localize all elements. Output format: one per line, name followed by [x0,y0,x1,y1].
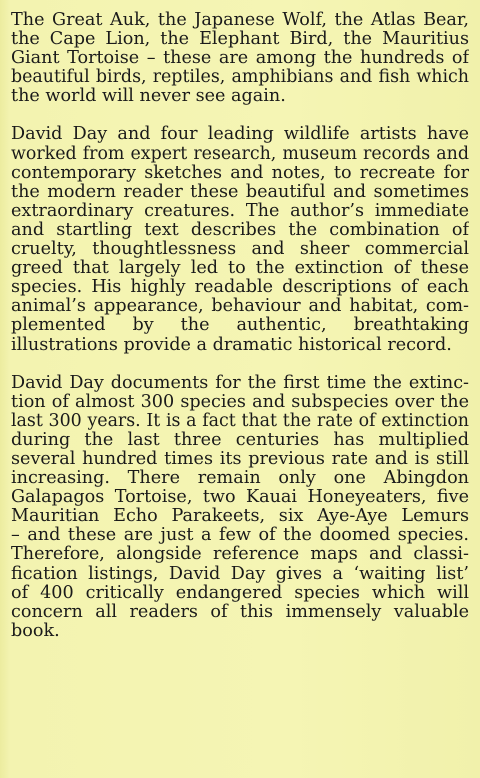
text-line: plemented by the authentic, breathtaking [11,316,469,336]
text-line: fication listings, David Day gives a ‘waiting list’ [11,564,469,584]
text-line: species. His highly readable descriptions of each [11,278,469,298]
text-line: extraordinary creatures. The author’s immediate [11,201,469,221]
text-line: Giant Tortoise – these are among the hundreds of [11,49,469,69]
text-line: illustrations provide a dramatic historical record. [11,335,452,355]
text-line: beautiful birds, reptiles, amphibians and fish which [11,68,469,88]
text-line: increasing. There remain only one Abingdon [11,469,469,489]
text-line: concern all readers of this immensely valuable [11,602,469,622]
text-line: the world will never see again. [11,87,286,107]
text-line: of 400 critically endangered species which will [11,583,469,603]
text-line: the modern reader these beautiful and sometimes [11,182,469,202]
text-line: last 300 years. It is a fact that the rate of extinction [11,411,469,431]
text-line: and startling text describes the combination of [11,220,469,240]
text-line: Mauritian Echo Parakeets, six Aye-Aye Lemurs [11,507,469,527]
text-line: contemporary sketches and notes, to recreate for [11,163,469,183]
text-line: David Day and four leading wildlife artists have [11,125,469,145]
text-line: David Day documents for the first time the extinc- [11,373,469,393]
paragraph-artists [11,125,469,354]
text-line: worked from expert research, museum records and [11,144,469,164]
paragraph-intro [11,11,469,106]
text-line: Galapagos Tortoise, two Kauai Honeyeaters, five [11,488,469,508]
blurb-text [11,11,469,641]
text-line: book. [11,621,60,641]
text-line: greed that largely led to the extinction of these [11,259,469,279]
text-line: – and these are just a few of the doomed species. [11,526,469,546]
text-line: cruelty, thoughtlessness and sheer commercial [11,240,469,260]
text-line: animal’s appearance, behaviour and habitat, com- [11,297,469,317]
text-line: several hundred times its previous rate and is still [11,449,469,469]
text-line: Therefore, alongside reference maps and classi- [11,545,469,565]
text-line: tion of almost 300 species and subspecies over the [11,392,469,412]
text-line: The Great Auk, the Japanese Wolf, the Atlas Bear, [11,11,469,30]
text-line: the Cape Lion, the Elephant Bird, the Mauritius [11,30,469,50]
paragraph-extinction [11,374,469,641]
text-line: during the last three centuries has multiplied [11,430,469,450]
